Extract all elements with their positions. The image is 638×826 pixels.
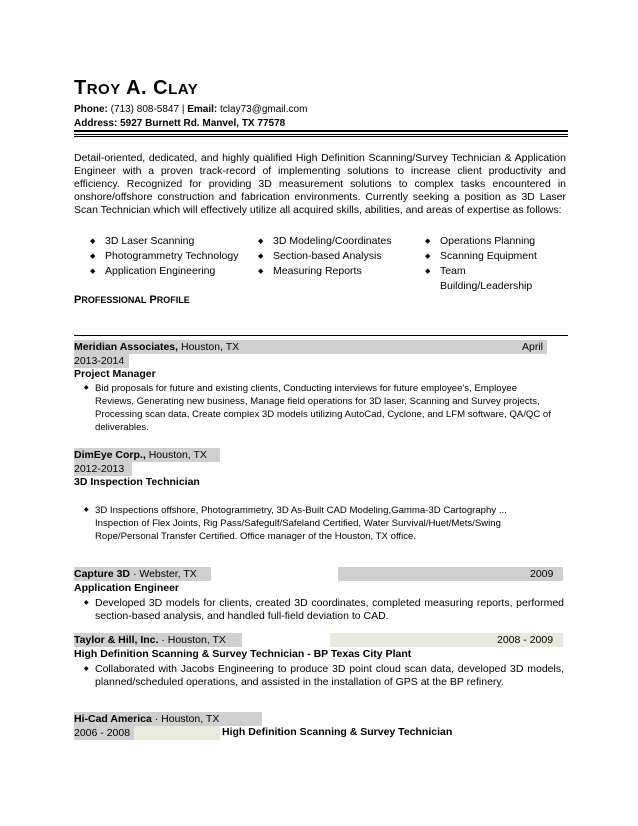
job-date: 2006 - 2008 — [74, 727, 131, 739]
section-divider — [74, 335, 568, 336]
name-first-rest: ROY — [86, 81, 121, 98]
company-name: Taylor & Hill, Inc. — [74, 634, 159, 646]
name-last-initial: C — [153, 77, 169, 99]
skill-item: ◆ Team Building/Leadership — [425, 264, 550, 294]
job-bullet: ◆ Bid proposals for future and existing clients, Conducting interviews for future employee's, Employee Reviews, Generating new business, Manage field operations for 3D laser, Scanning and Survey projects, Processing scan data, Create complex 3D models utilizing AutoCad, Cyclone, and LFM software, QA/QC of deliverables. — [82, 382, 552, 434]
job-company-line — [74, 340, 239, 354]
header-divider-thin — [74, 134, 568, 135]
job-bullets — [82, 663, 564, 689]
job-role: High Definition Scanning & Survey Technician — [222, 726, 453, 738]
email-link[interactable]: tclay73@gmail.com — [220, 104, 308, 115]
skill-item: ◆ 3D Laser Scanning — [90, 234, 238, 249]
company-location: · Webster, TX — [132, 568, 197, 580]
skills-column-2 — [258, 234, 391, 279]
company-name: Meridian Associates, — [74, 341, 179, 353]
name-middle: A. — [126, 77, 148, 99]
skill-item: ◆ Photogrammetry Technology — [90, 249, 238, 264]
phone-label: Phone: — [74, 104, 108, 115]
job-company-line — [74, 448, 207, 462]
email-label: Email: — [187, 104, 218, 115]
company-location: Houston, TX — [181, 341, 240, 353]
title-rest: ROFESSIONAL — [81, 295, 147, 305]
skill-item: ◆ Application Engineering — [90, 264, 238, 279]
company-location: Houston, TX — [148, 449, 207, 461]
skill-item: ◆ Scanning Equipment — [425, 249, 550, 264]
header-divider-thick — [74, 130, 568, 132]
company-location: · Houston, TX — [154, 713, 220, 725]
skill-item: ◆ Section-based Analysis — [258, 249, 391, 264]
company-location: · Houston, TX — [161, 634, 226, 646]
contact-info — [74, 103, 307, 131]
summary-paragraph: Detail-oriented, dedicated, and highly qualified High Definition Scanning/Survey Technician & Application Engineer with a proven track-record of implementing solutions to increase client productivity and efficiency. Recognized for providing 3D measurement solutions to complex tasks encountered in onshore/offshore construction and fabrication environments. Currently seeking a position as 3D Laser Scan Technician which will effectively utilize all acquired skills, abilities, and areas of expertise as follows: — [74, 152, 566, 216]
job-bullet: ◆ 3D Inspections offshore, Photogrammetry, 3D As-Built CAD Modeling,Gamma-3D Cartography ... Inspection of Flex Joints, Rig Pass/Safegulf/Safeland Certified, Water Survival/Huet/Mets/Swing Rope/Personal Transfer Certified. Office manager of the Houston, TX office. — [82, 504, 552, 543]
title-initial-2: P — [149, 294, 157, 306]
section-title-professional-profile — [74, 294, 190, 306]
skill-item: ◆ Operations Planning — [425, 234, 550, 249]
phone-value: (713) 808-5847 — [110, 104, 180, 115]
job-role: High Definition Scanning & Survey Technician - BP Texas City Plant — [74, 648, 412, 660]
skill-item: ◆ Measuring Reports — [258, 264, 391, 279]
address-line: Address: 5927 Burnett Rd. Manvel, TX 77578 — [74, 118, 286, 129]
job-bullets — [82, 504, 552, 543]
skills-column-1 — [90, 234, 238, 279]
job-company-line — [74, 567, 197, 581]
name-last-rest: LAY — [168, 81, 199, 98]
contact-line-1: Phone: (713) 808-5847 | Email: tclay73@gmail.com — [74, 104, 308, 115]
job-bullet: ◆ Developed 3D models for clients, created 3D coordinates, completed measuring reports, performed section-based analysis, and handled full-field deviation to CAD. — [82, 597, 564, 623]
job-bullets — [82, 382, 552, 434]
skill-item: ◆ 3D Modeling/Coordinates — [258, 234, 391, 249]
job-role: Application Engineer — [74, 582, 180, 594]
skills-column-3 — [425, 234, 550, 294]
job-date: 2008 - 2009 — [497, 634, 554, 646]
candidate-name — [74, 77, 198, 100]
job-date: 2013-2014 — [74, 355, 125, 367]
job-bullet: ◆ Collaborated with Jacobs Engineering to produce 3D point cloud scan data, developed 3D models, planned/scheduled operations, and assisted in the installation of GPS at the BP refinery. — [82, 663, 564, 689]
company-name: DimEye Corp., — [74, 449, 146, 461]
job-company-line — [74, 712, 219, 726]
company-name: Hi-Cad America — [74, 713, 152, 725]
title-initial: P — [74, 294, 82, 306]
job-role: Project Manager — [74, 368, 156, 380]
name-initial: T — [74, 77, 87, 99]
title-rest-2: ROFILE — [156, 295, 190, 305]
job-date: 2009 — [530, 568, 554, 580]
job-date-start: April — [522, 341, 544, 353]
job-band-date-ext — [134, 726, 220, 740]
job-date: 2012-2013 — [74, 463, 125, 475]
job-company-line — [74, 633, 226, 647]
job-bullets — [82, 597, 564, 623]
company-name: Capture 3D — [74, 568, 131, 580]
header-divider-thin-2 — [74, 136, 568, 137]
job-role: 3D Inspection Technician — [74, 476, 200, 488]
